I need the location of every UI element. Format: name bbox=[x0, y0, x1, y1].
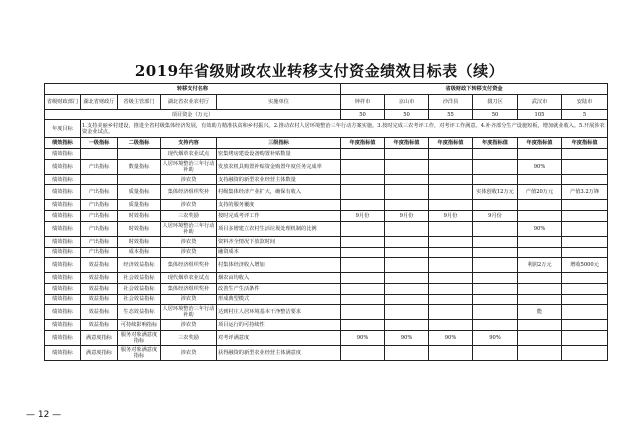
table-cell: 三农奖励 bbox=[161, 211, 217, 222]
table-row bbox=[45, 200, 608, 211]
table-cell: 可持续影响指标 bbox=[118, 320, 161, 331]
table-row bbox=[45, 221, 608, 236]
table-cell bbox=[518, 200, 562, 211]
table-cell: 人居环境整治三年行动补助 bbox=[161, 159, 217, 174]
table-row bbox=[45, 138, 608, 149]
table-cell bbox=[562, 273, 608, 284]
table-cell: 绩效指标 bbox=[45, 320, 81, 331]
table-cell bbox=[562, 305, 608, 320]
table-row bbox=[45, 258, 608, 273]
column-header: 年度指标值 bbox=[518, 138, 562, 149]
table-cell bbox=[429, 149, 473, 160]
extra-cell: 实体创收12万元 bbox=[473, 185, 518, 200]
table-cell bbox=[518, 345, 562, 360]
table-cell: 获得融资的新型农业经营主体满意度 bbox=[217, 345, 341, 360]
table-cell bbox=[429, 320, 473, 331]
table-cell: 效益指标 bbox=[81, 305, 118, 320]
table-cell bbox=[562, 200, 608, 211]
table-cell: 绩效指标 bbox=[45, 200, 81, 211]
table-cell bbox=[518, 320, 562, 331]
table-cell: 涉农贷 bbox=[161, 320, 217, 331]
table-row bbox=[45, 247, 608, 258]
table-cell bbox=[473, 258, 518, 273]
column-header: 年度指标值 bbox=[429, 138, 473, 149]
column-header: 二级指标 bbox=[118, 138, 161, 149]
table-cell bbox=[473, 247, 518, 258]
column-header: 绩效指标 bbox=[45, 138, 81, 149]
table-cell bbox=[473, 294, 518, 305]
table-cell: 人居环境整治三年行动补助 bbox=[161, 305, 217, 320]
table-cell bbox=[341, 236, 385, 247]
table-cell: 社会效益指标 bbox=[118, 273, 161, 284]
table-cell: 增收5000元 bbox=[562, 258, 608, 273]
table-cell: 经济效益指标 bbox=[118, 258, 161, 273]
table-cell: 集体经济组织奖补 bbox=[161, 185, 217, 200]
dept-left-label: 省级财政部门 bbox=[45, 94, 81, 109]
table-cell: 时效指标 bbox=[118, 236, 161, 247]
table-cell bbox=[81, 174, 118, 185]
table-cell: 9月份 bbox=[385, 211, 429, 222]
table-cell bbox=[341, 273, 385, 284]
impl-label: 实施单位 bbox=[217, 94, 341, 109]
table-cell: 9月份 bbox=[341, 211, 385, 222]
table-row bbox=[45, 345, 608, 360]
dept-right-label: 省级主管部门 bbox=[118, 94, 161, 109]
fund-label: 项目资金（万元） bbox=[45, 109, 341, 120]
table-cell bbox=[341, 200, 385, 211]
table-cell: 效益指标 bbox=[81, 320, 118, 331]
table-cell: 服务对象满意度指标 bbox=[118, 330, 161, 345]
impl-unit: 沙洋县 bbox=[429, 94, 473, 109]
table-cell bbox=[562, 283, 608, 294]
table-cell bbox=[385, 305, 429, 320]
table-cell: 绩效指标 bbox=[45, 283, 81, 294]
table-cell bbox=[518, 236, 562, 247]
table-cell: 绩效指标 bbox=[45, 174, 81, 185]
table-cell: 数量指标 bbox=[118, 159, 161, 174]
table-cell bbox=[385, 236, 429, 247]
table-cell: 涉农贷 bbox=[161, 247, 217, 258]
table-cell bbox=[473, 305, 518, 320]
table-cell: 绩效指标 bbox=[45, 236, 81, 247]
table-row bbox=[45, 109, 608, 120]
table-cell: 产出指标 bbox=[81, 159, 118, 174]
table-cell: 90% bbox=[385, 330, 429, 345]
table-cell bbox=[473, 345, 518, 360]
table-row bbox=[45, 294, 608, 305]
table-cell bbox=[562, 159, 608, 174]
impl-unit: 安陆市 bbox=[562, 94, 608, 109]
table-row bbox=[45, 211, 608, 222]
table-cell: 产出指标 bbox=[81, 211, 118, 222]
table-cell bbox=[518, 247, 562, 258]
impl-unit: 掇刀区 bbox=[473, 94, 518, 109]
table-cell: 质量指标 bbox=[118, 200, 161, 211]
table-cell: 时效指标 bbox=[118, 221, 161, 236]
table-row bbox=[45, 94, 608, 109]
table-cell: 密集烤房建设设备购置补贴数量 bbox=[217, 149, 341, 160]
table-cell: 绩效指标 bbox=[45, 185, 81, 200]
project-name-label: 转移支付名称 bbox=[45, 84, 341, 95]
table-cell bbox=[429, 174, 473, 185]
table-cell bbox=[341, 149, 385, 160]
table-cell bbox=[518, 211, 562, 222]
table-cell bbox=[341, 221, 385, 236]
table-cell bbox=[385, 185, 429, 200]
table-row bbox=[45, 84, 608, 95]
table-cell bbox=[429, 305, 473, 320]
table-cell: 产值20万元 bbox=[518, 185, 562, 200]
table-row bbox=[45, 185, 608, 200]
table-cell: 社会效益指标 bbox=[118, 294, 161, 305]
table-cell: 产值3.2万锋 bbox=[562, 185, 608, 200]
table-cell: 90% bbox=[473, 330, 518, 345]
table-cell bbox=[385, 159, 429, 174]
table-cell bbox=[562, 247, 608, 258]
impl-unit: 武汉市 bbox=[518, 94, 562, 109]
table-cell bbox=[385, 221, 429, 236]
table-cell bbox=[473, 221, 518, 236]
table-cell: 现代烟草农业试点 bbox=[161, 273, 217, 284]
table-cell bbox=[562, 221, 608, 236]
table-cell bbox=[518, 273, 562, 284]
table-row bbox=[45, 305, 608, 320]
column-header: 年度指标值 bbox=[341, 138, 385, 149]
table-cell bbox=[385, 174, 429, 185]
table-cell: 烟农亩均收入 bbox=[217, 273, 341, 284]
table-cell: 服务对象满意度指标 bbox=[118, 345, 161, 360]
table-cell: 9月份 bbox=[429, 211, 473, 222]
table-cell bbox=[562, 345, 608, 360]
fund-value: 50 bbox=[473, 109, 518, 120]
table-cell: 质量指标 bbox=[118, 185, 161, 200]
table-row bbox=[45, 174, 608, 185]
table-cell bbox=[473, 236, 518, 247]
page-number: — 12 — bbox=[26, 410, 62, 420]
table-cell: 效益指标 bbox=[81, 283, 118, 294]
table-cell bbox=[341, 174, 385, 185]
table-cell: 产出指标 bbox=[81, 221, 118, 236]
table-cell bbox=[341, 283, 385, 294]
table-cell bbox=[385, 320, 429, 331]
table-cell bbox=[341, 258, 385, 273]
table-cell bbox=[118, 174, 161, 185]
table-row bbox=[45, 120, 608, 138]
table-cell bbox=[518, 294, 562, 305]
column-header: 年度指标值 bbox=[473, 138, 518, 149]
table-cell: 绩效指标 bbox=[45, 211, 81, 222]
table-cell: 生态效益指标 bbox=[118, 305, 161, 320]
table-cell: 绩效指标 bbox=[45, 330, 81, 345]
table-cell: 绩效指标 bbox=[45, 305, 81, 320]
table-cell bbox=[518, 330, 562, 345]
table-cell: 社会效益指标 bbox=[118, 283, 161, 294]
table-cell: 绩效指标 bbox=[45, 149, 81, 160]
column-header: 三级指标 bbox=[217, 138, 341, 149]
table-cell bbox=[518, 283, 562, 294]
table-cell bbox=[562, 330, 608, 345]
table-cell: 村级集体经济产业扩大，确保有收入 bbox=[217, 185, 341, 200]
table-cell bbox=[429, 247, 473, 258]
table-cell: 效益指标 bbox=[81, 258, 118, 273]
table-cell: 融资成本 bbox=[217, 247, 341, 258]
table-cell: 产出指标 bbox=[81, 200, 118, 211]
table-cell: 利润2万元 bbox=[518, 258, 562, 273]
table-cell bbox=[385, 258, 429, 273]
table-cell: 对考评满意度 bbox=[217, 330, 341, 345]
table-cell bbox=[429, 159, 473, 174]
impl-unit: 京山市 bbox=[385, 94, 429, 109]
table-cell: 绩效指标 bbox=[45, 345, 81, 360]
table-cell bbox=[562, 320, 608, 331]
table-cell: 产出指标 bbox=[81, 247, 118, 258]
table-row bbox=[45, 159, 608, 174]
table-cell bbox=[429, 294, 473, 305]
annual-goal-text: 1.支持美丽乡村建设，推进全省村级集体经济发展，有效助力精准扶贫和乡村振兴。2.推动农村人居环境整治三年行动方案实施。3.按时完成三农考评工作，对考评工作满意。4.补齐部分生产设施短板，增加就业收入。5.开展涉农资金业试点。 bbox=[81, 120, 608, 138]
table-cell: 绩效指标 bbox=[45, 221, 81, 236]
table-cell: 达到村庄人居环境基本干净整洁要求 bbox=[217, 305, 341, 320]
table-cell bbox=[341, 247, 385, 258]
annual-goal-label: 年度目标 bbox=[45, 120, 81, 138]
table-cell bbox=[385, 283, 429, 294]
table-cell: 资料齐全情况下放款时间 bbox=[217, 236, 341, 247]
table-cell: 绩效指标 bbox=[45, 247, 81, 258]
table-cell: 绩效指标 bbox=[45, 294, 81, 305]
column-header: 年度指标值 bbox=[562, 138, 608, 149]
table-cell: 涉农贷 bbox=[161, 236, 217, 247]
table-cell bbox=[341, 185, 385, 200]
table-row bbox=[45, 330, 608, 345]
table-cell bbox=[562, 236, 608, 247]
table-cell: 集体经济组织奖补 bbox=[161, 258, 217, 273]
table-cell bbox=[429, 345, 473, 360]
table-cell bbox=[473, 273, 518, 284]
table-cell: 发放农机具购置补贴资金购置年度任务完成率 bbox=[217, 159, 341, 174]
table-row bbox=[45, 320, 608, 331]
table-cell: 按时完成考评工作 bbox=[217, 211, 341, 222]
dept-right-value: 湖北省农业农村厅 bbox=[161, 94, 217, 109]
column-header: 年度指标值 bbox=[385, 138, 429, 149]
table-cell: 产出指标 bbox=[81, 236, 118, 247]
table-cell bbox=[429, 273, 473, 284]
table-cell: 项目多增建立农村生活垃圾处理机制的比例 bbox=[217, 221, 341, 236]
table-cell bbox=[341, 305, 385, 320]
table-cell: 绩效指标 bbox=[45, 273, 81, 284]
table-cell bbox=[562, 149, 608, 160]
table-cell bbox=[341, 320, 385, 331]
table-cell: 90% bbox=[518, 159, 562, 174]
table-cell: 满意度指标 bbox=[81, 345, 118, 360]
table-cell bbox=[429, 236, 473, 247]
table-cell: 满意度指标 bbox=[81, 330, 118, 345]
column-header: 一级指标 bbox=[81, 138, 118, 149]
table-cell: 改善生产生活条件 bbox=[217, 283, 341, 294]
table-cell: 涉农贷 bbox=[161, 345, 217, 360]
table-cell: 村集体经济收入增加 bbox=[217, 258, 341, 273]
table-cell bbox=[341, 294, 385, 305]
column-header: 支持内容 bbox=[161, 138, 217, 149]
impl-unit: 钟祥市 bbox=[341, 94, 385, 109]
table-cell: 绩效指标 bbox=[45, 159, 81, 174]
table-cell bbox=[429, 258, 473, 273]
table-cell bbox=[562, 211, 608, 222]
performance-table bbox=[44, 83, 608, 361]
table-cell: 效益指标 bbox=[81, 294, 118, 305]
table-cell bbox=[81, 149, 118, 160]
table-cell: 时效指标 bbox=[118, 211, 161, 222]
table-cell: 90% bbox=[341, 330, 385, 345]
table-cell bbox=[385, 200, 429, 211]
fund-value: 50 bbox=[385, 109, 429, 120]
table-cell bbox=[518, 174, 562, 185]
table-cell bbox=[341, 345, 385, 360]
table-cell bbox=[473, 159, 518, 174]
table-cell bbox=[473, 283, 518, 294]
table-cell bbox=[429, 185, 473, 200]
table-cell: 能 bbox=[518, 305, 562, 320]
table-cell: 涉农贷 bbox=[161, 174, 217, 185]
table-cell: 支持的服务覆度 bbox=[217, 200, 341, 211]
project-name-value: 省级财政下转移支付资金 bbox=[341, 84, 608, 95]
table-cell: 90% bbox=[518, 221, 562, 236]
table-cell bbox=[429, 283, 473, 294]
table-cell bbox=[385, 294, 429, 305]
table-cell: 效益指标 bbox=[81, 273, 118, 284]
table-cell: 涉农贷 bbox=[161, 200, 217, 211]
fund-value: 5 bbox=[562, 109, 608, 120]
table-row bbox=[45, 273, 608, 284]
dept-left-value: 湖北省财政厅 bbox=[81, 94, 118, 109]
table-cell: 集体经济组织奖补 bbox=[161, 283, 217, 294]
table-cell: 三农奖励 bbox=[161, 330, 217, 345]
table-cell bbox=[473, 174, 518, 185]
fund-value: 105 bbox=[518, 109, 562, 120]
table-cell bbox=[473, 320, 518, 331]
table-cell: 90% bbox=[429, 330, 473, 345]
table-cell bbox=[385, 149, 429, 160]
table-cell: 成本指标 bbox=[118, 247, 161, 258]
table-cell bbox=[341, 159, 385, 174]
table-cell: 现代烟草农业试点 bbox=[161, 149, 217, 160]
table-cell bbox=[473, 149, 518, 160]
table-row bbox=[45, 236, 608, 247]
table-cell bbox=[118, 149, 161, 160]
table-cell bbox=[518, 149, 562, 160]
fund-value: 50 bbox=[341, 109, 385, 120]
table-cell bbox=[562, 294, 608, 305]
page-title: 2019年省级财政农业转移支付资金绩效目标表（续） bbox=[134, 62, 505, 80]
table-cell bbox=[429, 200, 473, 211]
table-cell: 9月份 bbox=[473, 211, 518, 222]
table-cell bbox=[429, 221, 473, 236]
table-cell bbox=[562, 174, 608, 185]
table-cell bbox=[385, 247, 429, 258]
table-cell: 产出指标 bbox=[81, 185, 118, 200]
fund-value: 55 bbox=[429, 109, 473, 120]
table-cell bbox=[473, 200, 518, 211]
table-cell bbox=[385, 345, 429, 360]
table-cell: 涉农贷 bbox=[161, 294, 217, 305]
table-cell: 项目运行的可持续性 bbox=[217, 320, 341, 331]
table-cell: 形成典型模式 bbox=[217, 294, 341, 305]
table-cell: 人居环境整治三年行动补助 bbox=[161, 221, 217, 236]
table-row bbox=[45, 283, 608, 294]
table-cell: 支持融资的新型农业经营主体数量 bbox=[217, 174, 341, 185]
table-cell bbox=[385, 273, 429, 284]
table-row bbox=[45, 149, 608, 160]
table-cell: 绩效指标 bbox=[45, 258, 81, 273]
